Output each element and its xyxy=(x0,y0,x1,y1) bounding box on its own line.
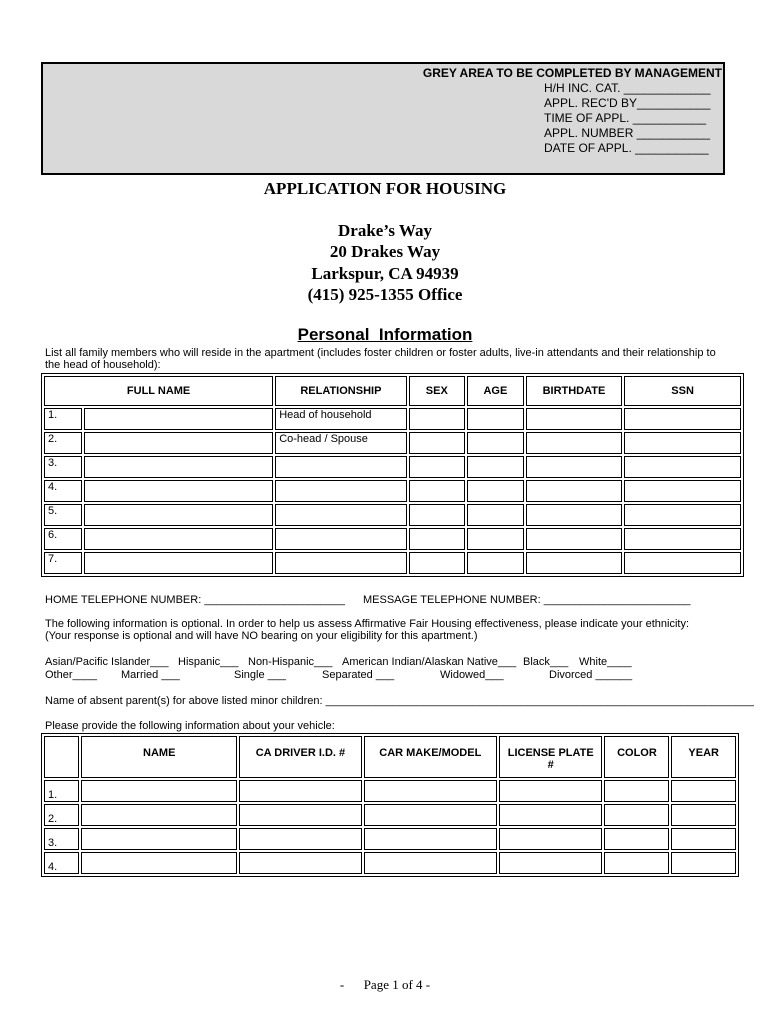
property-address-line1: 20 Drakes Way xyxy=(329,242,441,261)
sex-cell[interactable] xyxy=(409,480,466,502)
appl-recd-by-field[interactable]: APPL. REC'D BY___________ xyxy=(544,96,711,110)
property-name: Drake’s Way xyxy=(338,221,432,240)
property-address-line2: Larkspur, CA 94939 xyxy=(311,264,459,283)
year-cell[interactable] xyxy=(671,804,736,826)
ssn-cell[interactable] xyxy=(624,456,741,478)
ethnicity-note: The following information is optional. In order to help us assess Affirmative Fair Housing effectiveness, please indicate your ethnicity: xyxy=(45,618,690,630)
row-number: 7. xyxy=(44,552,82,574)
col-vehicle-name: NAME xyxy=(81,736,237,778)
ssn-cell[interactable] xyxy=(624,504,741,526)
age-cell[interactable] xyxy=(467,432,524,454)
household-row xyxy=(44,552,741,574)
section-title-personal: Personal Information xyxy=(297,325,473,344)
relationship-cell[interactable] xyxy=(275,528,406,550)
sex-cell[interactable] xyxy=(409,408,466,430)
col-car-make-model: CAR MAKE/MODEL xyxy=(364,736,497,778)
driver-id-cell[interactable] xyxy=(239,780,361,802)
full-name-cell[interactable] xyxy=(84,480,274,502)
car-make-model-cell[interactable] xyxy=(364,780,497,802)
color-cell[interactable] xyxy=(604,804,669,826)
col-relationship: RELATIONSHIP xyxy=(275,376,406,406)
ssn-cell[interactable] xyxy=(624,528,741,550)
vehicle-row xyxy=(44,780,736,802)
year-cell[interactable] xyxy=(671,852,736,874)
year-cell[interactable] xyxy=(671,780,736,802)
car-make-model-cell[interactable] xyxy=(364,828,497,850)
option-asian-pacific[interactable]: Asian/Pacific Islander___ xyxy=(45,656,169,668)
col-driver-id: CA DRIVER I.D. # xyxy=(239,736,361,778)
relationship-cell[interactable] xyxy=(275,480,406,502)
option-white[interactable]: White____ xyxy=(579,656,632,668)
option-hispanic[interactable]: Hispanic___ xyxy=(178,656,239,668)
vehicle-instruction: Please provide the following information about your vehicle: xyxy=(45,720,335,732)
option-non-hispanic[interactable]: Non-Hispanic___ xyxy=(248,656,333,668)
age-cell[interactable] xyxy=(467,480,524,502)
col-license-plate: LICENSE PLATE # xyxy=(499,736,602,778)
option-other[interactable]: Other____ xyxy=(45,669,97,681)
col-color: COLOR xyxy=(604,736,669,778)
vehicle-row xyxy=(44,804,736,826)
ssn-cell[interactable] xyxy=(624,432,741,454)
management-box-title: GREY AREA TO BE COMPLETED BY MANAGEMENT xyxy=(422,66,722,80)
sex-cell[interactable] xyxy=(409,504,466,526)
property-phone: (415) 925-1355 Office xyxy=(307,285,463,304)
relationship-cell[interactable] xyxy=(275,504,406,526)
option-married[interactable]: Married ___ xyxy=(121,669,180,681)
birthdate-cell[interactable] xyxy=(526,528,623,550)
col-ssn: SSN xyxy=(624,376,741,406)
appl-number-field[interactable]: APPL. NUMBER ___________ xyxy=(544,126,711,140)
age-cell[interactable] xyxy=(467,552,524,574)
relationship-cell[interactable] xyxy=(275,552,406,574)
row-number: 5. xyxy=(44,504,82,526)
age-cell[interactable] xyxy=(467,408,524,430)
col-birthdate: BIRTHDATE xyxy=(526,376,623,406)
vehicle-name-cell[interactable] xyxy=(81,804,237,826)
sex-cell[interactable] xyxy=(409,552,466,574)
birthdate-cell[interactable] xyxy=(526,504,623,526)
full-name-cell[interactable] xyxy=(84,504,274,526)
row-number: 1. xyxy=(44,408,82,430)
license-plate-cell[interactable] xyxy=(499,780,602,802)
col-sex: SEX xyxy=(409,376,466,406)
driver-id-cell[interactable] xyxy=(239,852,361,874)
option-divorced[interactable]: Divorced ______ xyxy=(549,669,633,681)
birthdate-cell[interactable] xyxy=(526,480,623,502)
ethnicity-disclaimer: (Your response is optional and will have NO bearing on your eligibility for this apartment.) xyxy=(45,630,478,642)
age-cell[interactable] xyxy=(467,456,524,478)
row-number: 2. xyxy=(44,432,82,454)
vehicle-row-number: 4. xyxy=(44,852,79,874)
col-year: YEAR xyxy=(671,736,736,778)
household-row xyxy=(44,480,741,502)
option-single[interactable]: Single ___ xyxy=(234,669,286,681)
option-american-indian[interactable]: American Indian/Alaskan Native___ xyxy=(342,656,517,668)
message-telephone-field[interactable]: MESSAGE TELEPHONE NUMBER: ________________________ xyxy=(363,594,691,606)
birthdate-cell[interactable] xyxy=(526,408,623,430)
color-cell[interactable] xyxy=(604,828,669,850)
management-box xyxy=(41,62,725,175)
color-cell[interactable] xyxy=(604,852,669,874)
col-full-name: FULL NAME xyxy=(44,376,273,406)
color-cell[interactable] xyxy=(604,780,669,802)
ssn-cell[interactable] xyxy=(624,408,741,430)
relationship-cell[interactable]: Co-head / Spouse xyxy=(275,432,406,454)
sex-cell[interactable] xyxy=(409,528,466,550)
car-make-model-cell[interactable] xyxy=(364,852,497,874)
absent-parent-field[interactable]: Name of absent parent(s) for above listed minor children: ______________________________________________________________________ xyxy=(45,695,754,707)
driver-id-cell[interactable] xyxy=(239,804,361,826)
birthdate-cell[interactable] xyxy=(526,432,623,454)
col-age: AGE xyxy=(467,376,524,406)
age-cell[interactable] xyxy=(467,528,524,550)
col-vehicle-blank xyxy=(44,736,79,778)
year-cell[interactable] xyxy=(671,828,736,850)
vehicle-name-cell[interactable] xyxy=(81,780,237,802)
household-row xyxy=(44,456,741,478)
license-plate-cell[interactable] xyxy=(499,852,602,874)
full-name-cell[interactable] xyxy=(84,432,274,454)
hh-inc-cat-field[interactable]: H/H INC. CAT. _____________ xyxy=(544,81,711,95)
ssn-cell[interactable] xyxy=(624,552,741,574)
license-plate-cell[interactable] xyxy=(499,828,602,850)
vehicle-row-number: 1. xyxy=(44,780,79,802)
household-instruction: List all family members who will reside in the apartment (includes foster children or foster adults, live-in attendants and their relationship to the head of household): xyxy=(45,347,716,371)
license-plate-cell[interactable] xyxy=(499,804,602,826)
full-name-cell[interactable] xyxy=(84,528,274,550)
full-name-cell[interactable] xyxy=(84,456,274,478)
household-row xyxy=(44,408,741,430)
household-row xyxy=(44,504,741,526)
vehicle-name-cell[interactable] xyxy=(81,828,237,850)
vehicle-table xyxy=(41,733,739,877)
birthdate-cell[interactable] xyxy=(526,456,623,478)
household-row xyxy=(44,528,741,550)
relationship-cell[interactable] xyxy=(275,456,406,478)
driver-id-cell[interactable] xyxy=(239,828,361,850)
sex-cell[interactable] xyxy=(409,456,466,478)
household-row xyxy=(44,432,741,454)
vehicle-row xyxy=(44,828,736,850)
option-widowed[interactable]: Widowed___ xyxy=(440,669,504,681)
ssn-cell[interactable] xyxy=(624,480,741,502)
home-telephone-field[interactable]: HOME TELEPHONE NUMBER: _______________________ xyxy=(45,594,346,606)
age-cell[interactable] xyxy=(467,504,524,526)
row-number: 6. xyxy=(44,528,82,550)
time-of-appl-field[interactable]: TIME OF APPL. ___________ xyxy=(544,111,707,125)
full-name-cell[interactable] xyxy=(84,408,274,430)
sex-cell[interactable] xyxy=(409,432,466,454)
birthdate-cell[interactable] xyxy=(526,552,623,574)
option-separated[interactable]: Separated ___ xyxy=(322,669,395,681)
row-number: 4. xyxy=(44,480,82,502)
vehicle-name-cell[interactable] xyxy=(81,852,237,874)
vehicle-row xyxy=(44,852,736,874)
full-name-cell[interactable] xyxy=(84,552,274,574)
row-number: 3. xyxy=(44,456,82,478)
date-of-appl-field[interactable]: DATE OF APPL. ___________ xyxy=(544,141,709,155)
option-black[interactable]: Black___ xyxy=(523,656,569,668)
car-make-model-cell[interactable] xyxy=(364,804,497,826)
page-number: - Page 1 of 4 - xyxy=(339,977,431,992)
vehicle-row-number: 3. xyxy=(44,828,79,850)
vehicle-row-number: 2. xyxy=(44,804,79,826)
household-table xyxy=(41,373,744,577)
document-title: APPLICATION FOR HOUSING xyxy=(263,179,507,198)
relationship-cell[interactable]: Head of household xyxy=(275,408,406,430)
